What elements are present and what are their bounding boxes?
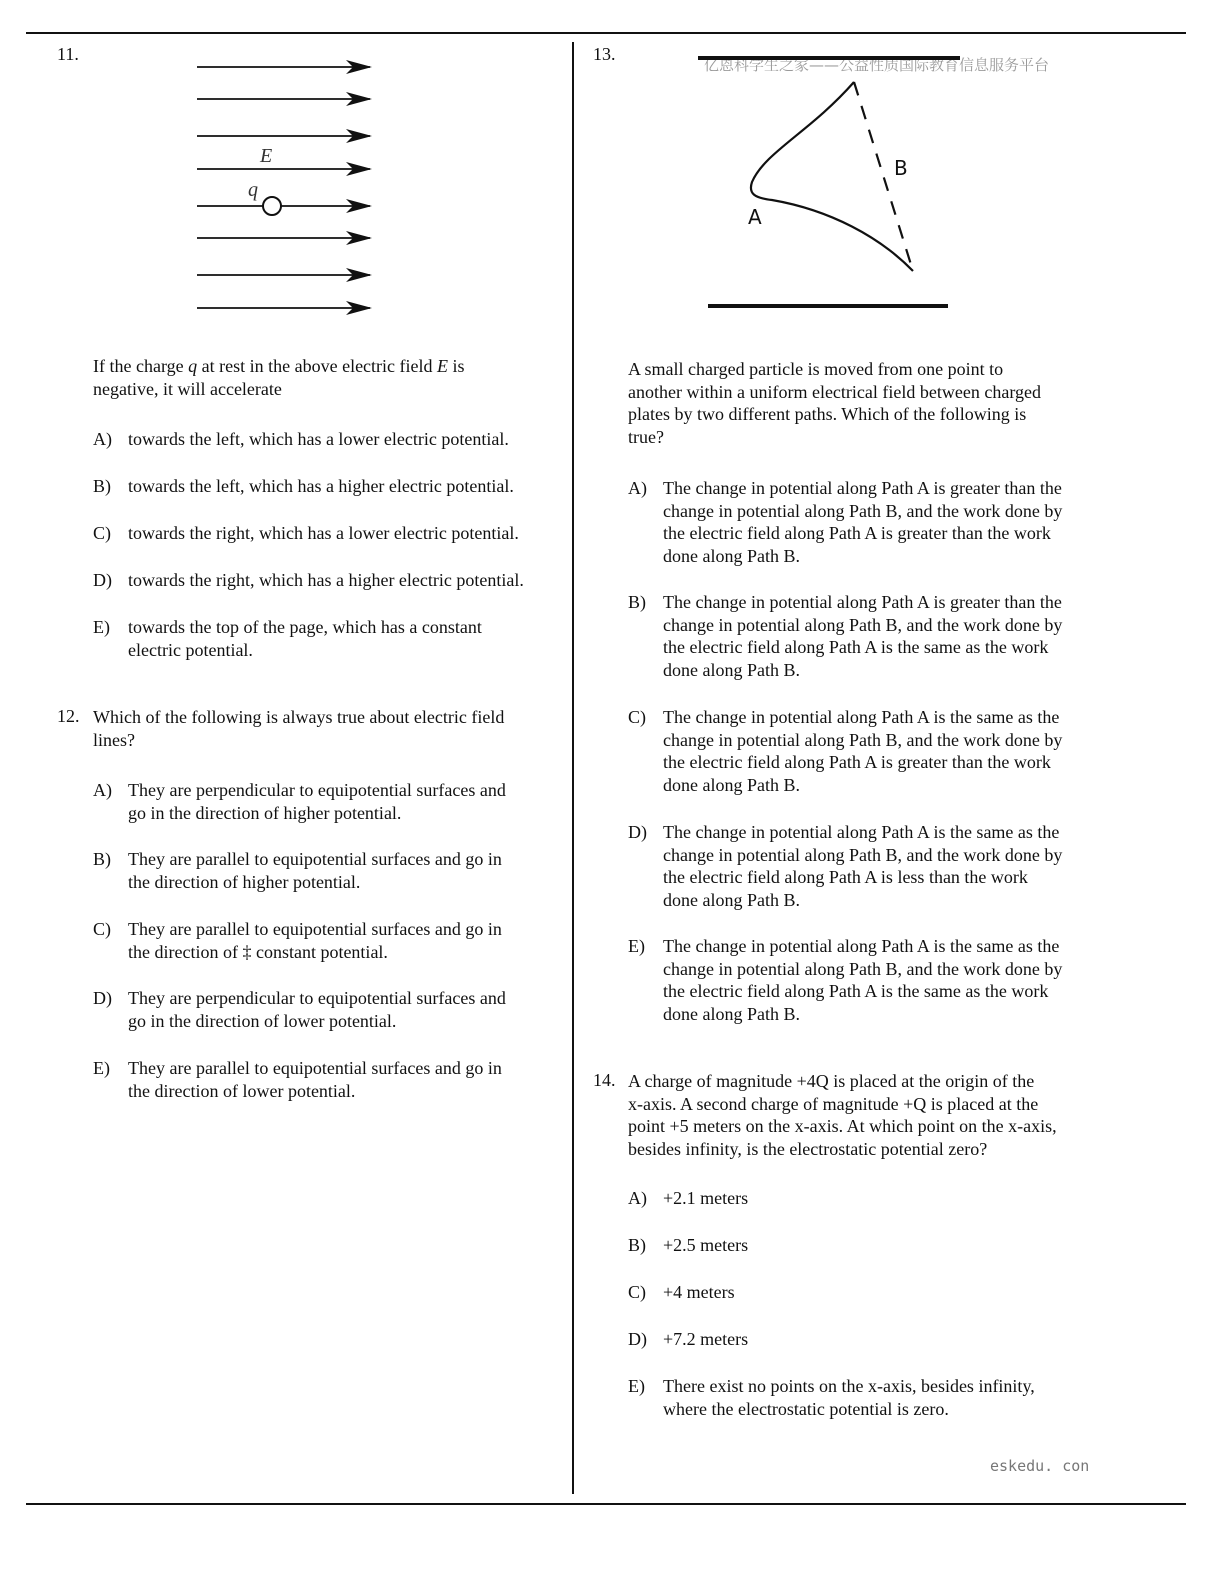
q11-option-b[interactable]: B) towards the left, which has a higher electric potential. <box>93 476 514 496</box>
top-rule <box>26 32 1186 34</box>
q13-option-a[interactable]: A) The change in potential along Path A is greater than the change in potential along Path B, and the work done by the electric field along Path A is greater than the work done along Path B. <box>628 478 1063 566</box>
q12-option-e[interactable]: E) They are parallel to equipotential surfaces and go in the direction of lower potential. <box>93 1058 502 1101</box>
q13-option-c[interactable]: C) The change in potential along Path A is the same as the change in potential along Path B, and the work done by the electric field along Path A is greater than the work done along Path B. <box>628 707 1063 795</box>
path-label-A: A <box>748 205 762 229</box>
charge-q-circle <box>263 197 281 215</box>
q13-option-b[interactable]: B) The change in potential along Path A is greater than the change in potential along Path B, and the work done by the electric field along Path A is the same as the work done along Path B. <box>628 592 1063 680</box>
q12-option-b[interactable]: B) They are parallel to equipotential surfaces and go in the direction of higher potential. <box>93 849 502 892</box>
q13-paths-figure <box>690 52 960 314</box>
q11-option-e[interactable]: E) towards the top of the page, which has a constant electric potential. <box>93 617 482 660</box>
q11-option-d[interactable]: D) towards the right, which has a higher electric potential. <box>93 570 524 590</box>
watermark-text: 亿恩科学生之家——公益性质国际教育信息服务平台 <box>704 56 1050 74</box>
q11-option-c[interactable]: C) towards the right, which has a lower electric potential. <box>93 523 519 543</box>
q11-electric-field-figure <box>190 55 380 320</box>
q11-stem: If the charge q at rest in the above electric field E is negative, it will accelerate <box>93 356 465 399</box>
q13-number: 13. <box>593 44 616 64</box>
q13-option-d[interactable]: D) The change in potential along Path A is the same as the change in potential along Path B, and the work done by the electric field along Path A is less than the work done along Path B. <box>628 822 1063 910</box>
bottom-rule <box>26 1503 1186 1505</box>
q14-option-b[interactable]: B) +2.5 meters <box>628 1235 749 1255</box>
q13-option-e[interactable]: E) The change in potential along Path A is the same as the change in potential along Path B, and the work done by the electric field along Path A is the same as the work done along Path B. <box>628 936 1063 1024</box>
charge-label-q: q <box>248 179 258 201</box>
q14-option-e[interactable]: E) There exist no points on the x-axis, besides infinity, where the electrostatic potential is zero. <box>628 1376 1035 1419</box>
q12-option-c[interactable]: C) They are parallel to equipotential surfaces and go in the direction of ‡ constant potential. <box>93 919 502 962</box>
q14-option-d[interactable]: D) +7.2 meters <box>628 1329 749 1349</box>
q11-option-a[interactable]: A) towards the left, which has a lower electric potential. <box>93 429 509 449</box>
q14-option-a[interactable]: A) +2.1 meters <box>628 1188 749 1208</box>
column-divider <box>572 42 574 1494</box>
path-a-curve <box>751 82 913 271</box>
q12-option-d[interactable]: D) They are perpendicular to equipotential surfaces and go in the direction of lower potential. <box>93 988 506 1031</box>
q12-option-a[interactable]: A) They are perpendicular to equipotential surfaces and go in the direction of higher potential. <box>93 780 506 823</box>
footer-watermark: eskedu. con <box>990 1457 1090 1475</box>
path-label-B: B <box>894 156 908 180</box>
q11-number: 11. <box>57 44 79 64</box>
field-label-E: E <box>260 145 273 167</box>
q13-stem: A small charged particle is moved from one point to another within a uniform electrical field between charged plates by two different paths. Which of the following is true? <box>628 359 1041 447</box>
q14-stem: A charge of magnitude +4Q is placed at the origin of the x-axis. A second charge of magnitude +Q is placed at the point +5 meters on the x-axis. At which point on the x-axis, besides infinity, is the electrostatic potential zero? <box>628 1071 1057 1159</box>
q14-option-c[interactable]: C) +4 meters <box>628 1282 735 1302</box>
q12-stem: Which of the following is always true about electric field lines? <box>93 707 505 750</box>
q12-number: 12. <box>57 706 80 726</box>
q14-number: 14. <box>593 1070 616 1090</box>
